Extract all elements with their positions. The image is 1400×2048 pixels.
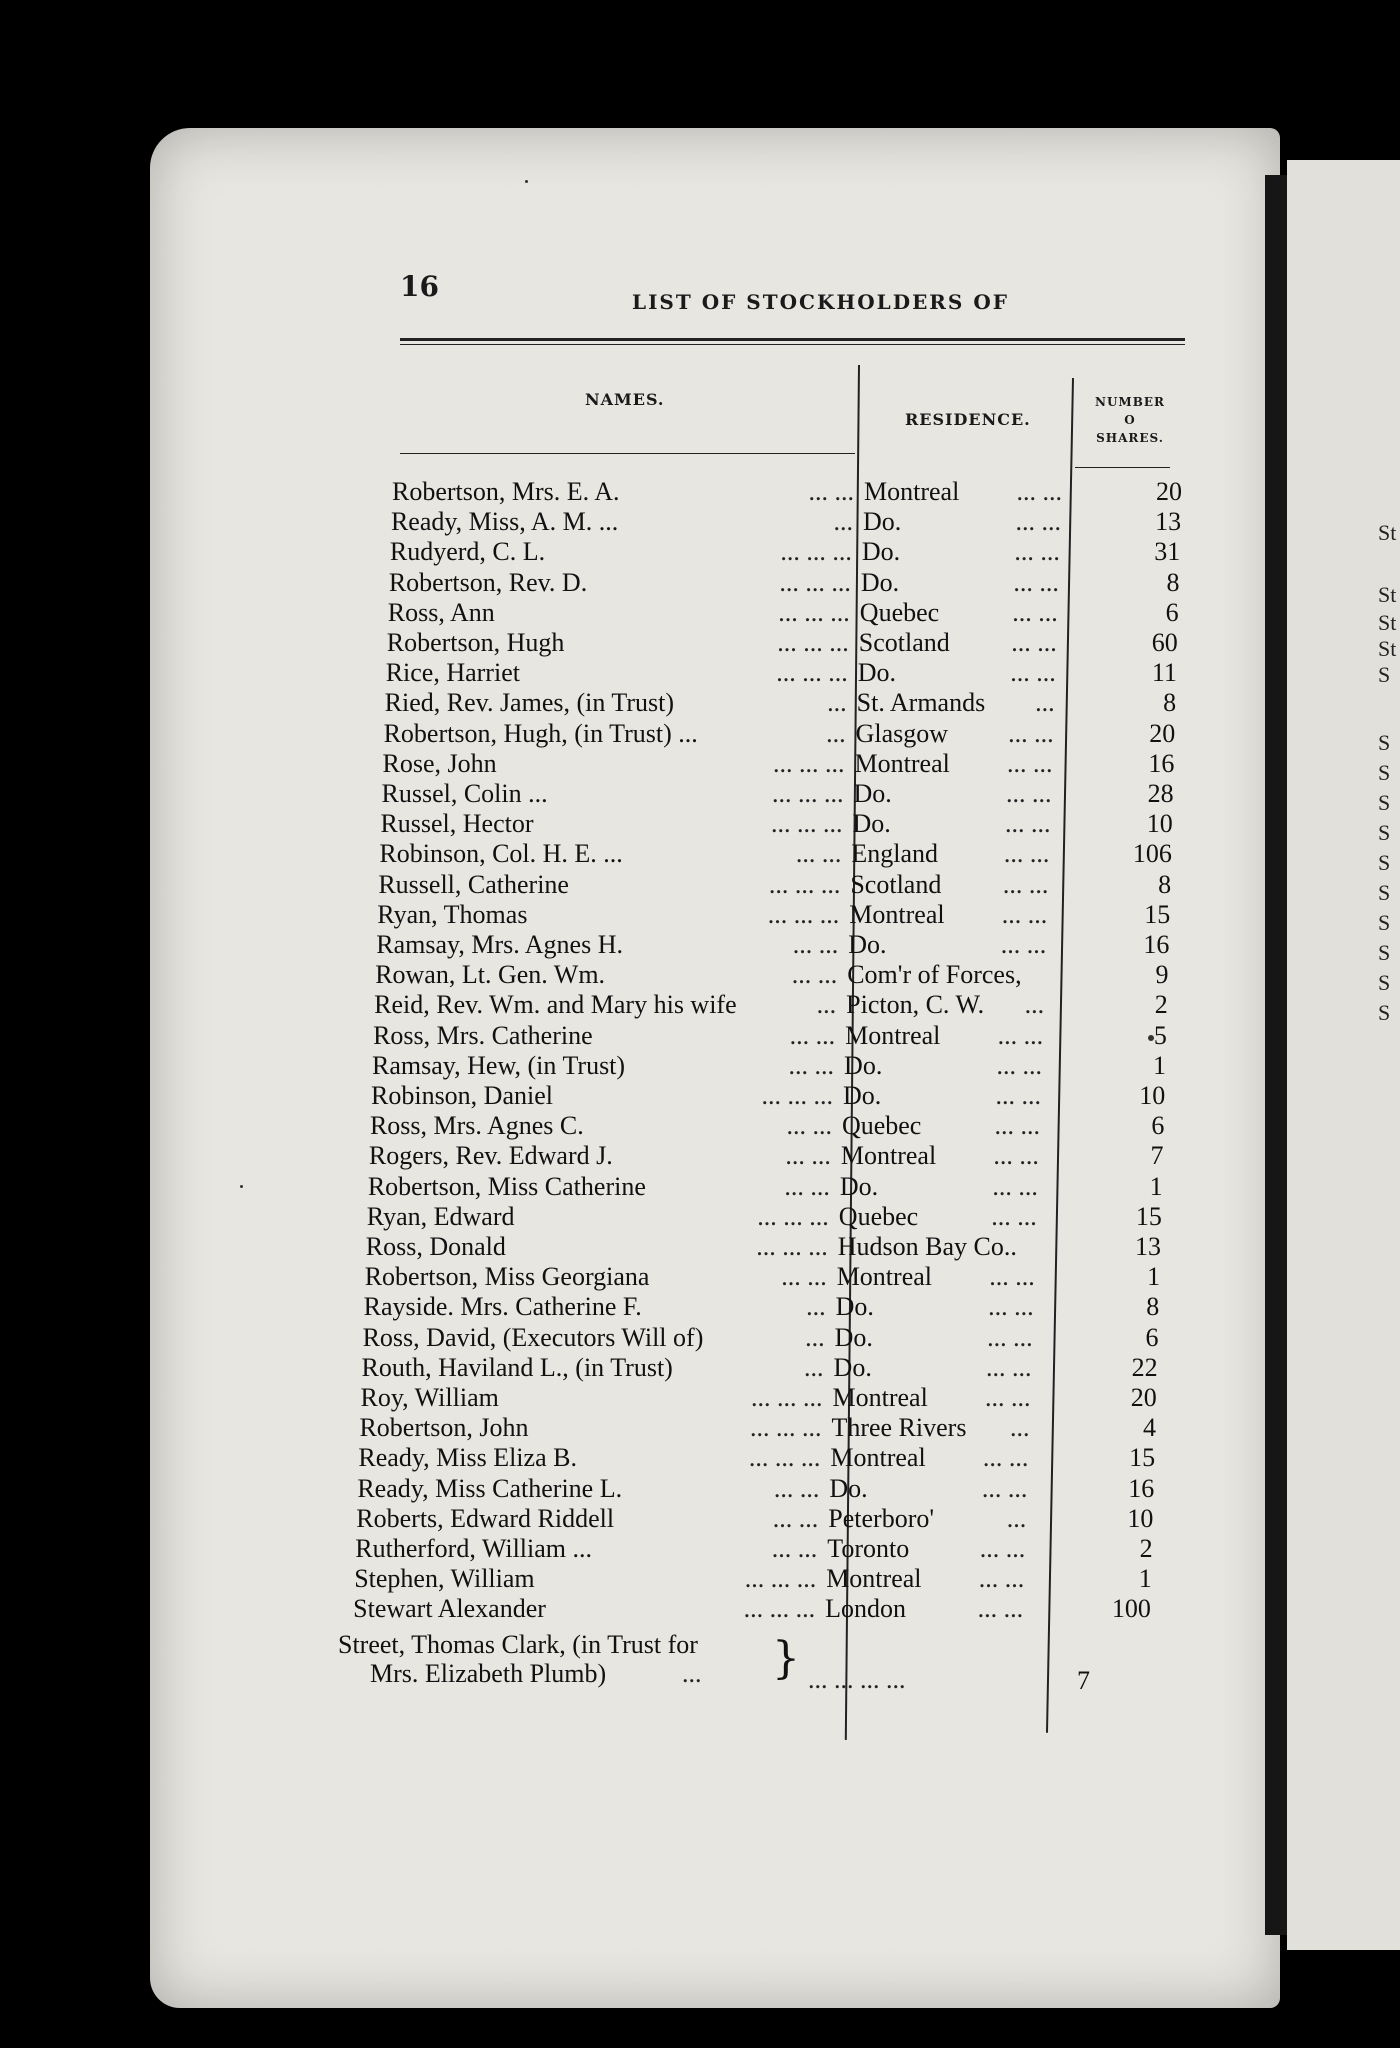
- shares-header-line3: SHARES.: [1096, 431, 1164, 445]
- leader-dots: ...: [804, 1352, 824, 1382]
- shares-count: 1: [1147, 1262, 1161, 1292]
- leader-dots: ... ... ...: [777, 628, 849, 657]
- table-row: [391, 507, 1181, 537]
- table-row: [384, 719, 1174, 749]
- shares-count: 8: [1166, 567, 1180, 597]
- shares-count: 60: [1151, 628, 1178, 657]
- table-row: [362, 1322, 1159, 1353]
- residence: England: [851, 839, 939, 869]
- shares-count: 7: [1150, 1141, 1164, 1171]
- stockholder-name: Rogers, Rev. Edward J.: [368, 1141, 613, 1171]
- residence: Montreal: [836, 1262, 932, 1292]
- leader-dots: ... ...: [1008, 718, 1054, 748]
- ink-speck: [1148, 1035, 1154, 1041]
- table-row: [386, 658, 1176, 688]
- leader-dots: ...: [816, 990, 837, 1020]
- leader-dots: ... ...: [1011, 628, 1057, 657]
- facing-page-letter: S: [1378, 880, 1391, 905]
- leader-dots: ...: [806, 1292, 826, 1322]
- leader-dots: ... ...: [1013, 567, 1059, 597]
- stockholder-name: Robinson, Daniel: [371, 1081, 553, 1110]
- table-row: [360, 1383, 1157, 1413]
- leader-dots: ... ... ...: [756, 1232, 828, 1261]
- residence: Do.: [853, 779, 892, 808]
- residence: Montreal: [826, 1564, 922, 1594]
- stockholder-name: Robertson, John: [359, 1413, 529, 1443]
- shares-header-line2: O: [1124, 413, 1136, 427]
- residence: Do.: [860, 567, 900, 597]
- residence: Montreal: [854, 748, 950, 778]
- leader-dots: ... ... ... ...: [808, 1665, 906, 1694]
- shares-count: 100: [1111, 1594, 1151, 1624]
- stockholder-name: Robertson, Hugh: [386, 628, 565, 657]
- table-row: [355, 1534, 1153, 1564]
- residence: Montreal: [864, 477, 960, 506]
- stockholder-name: Ross, Mrs. Catherine: [373, 1020, 593, 1050]
- leader-dots: ... ...: [1014, 537, 1060, 567]
- facing-page-letter: S: [1378, 910, 1391, 935]
- shares-count: 6: [1151, 1111, 1165, 1141]
- shares-count: 15: [1135, 1201, 1162, 1231]
- shares-count: 22: [1131, 1352, 1158, 1382]
- facing-page-letter: S: [1378, 1000, 1391, 1025]
- leader-dots: ... ...: [978, 1564, 1025, 1594]
- leader-dots: ... ...: [1016, 477, 1062, 506]
- ink-speck: [525, 180, 528, 183]
- stockholder-name: Roy, William: [360, 1383, 499, 1412]
- residence: Quebec: [859, 597, 940, 627]
- leader-dots: ... ...: [994, 1111, 1040, 1141]
- shares-header-line1: NUMBER: [1095, 395, 1165, 409]
- shares-count: 13: [1155, 507, 1182, 537]
- leader-dots: ...: [1006, 1503, 1027, 1533]
- residence: Do.: [835, 1292, 874, 1322]
- table-row: [361, 1352, 1158, 1383]
- leader-dots: ... ...: [985, 1383, 1031, 1412]
- facing-page-letter: S: [1378, 790, 1391, 815]
- table-row: [382, 779, 1172, 809]
- residence: Scotland: [850, 869, 942, 899]
- facing-page-letter: S: [1378, 970, 1391, 995]
- table-row: [380, 809, 1173, 839]
- table-row: [365, 1232, 1161, 1262]
- stockholder-name: Ross, David, (Executors Will of): [362, 1322, 704, 1352]
- residence: Quebec: [838, 1201, 919, 1231]
- stockholder-name: Reid, Rev. Wm. and Mary his wife: [374, 990, 737, 1020]
- table-row: [363, 1292, 1160, 1322]
- residence: Do.: [829, 1473, 868, 1503]
- leader-dots: ... ...: [996, 1050, 1043, 1080]
- leader-dots: ... ... ...: [743, 1594, 816, 1624]
- leader-dots: ... ...: [784, 1171, 830, 1201]
- shares-count: 2: [1154, 990, 1168, 1020]
- shares-count: 1: [1138, 1564, 1152, 1594]
- table-row: [368, 1141, 1164, 1171]
- leader-dots: ... ...: [993, 1141, 1039, 1171]
- stockholder-name: Rutherford, William ...: [355, 1534, 593, 1563]
- page-number: 16: [400, 270, 439, 303]
- residence: Do.: [862, 507, 902, 537]
- shares-count: 8: [1146, 1292, 1160, 1322]
- shares-count: 1: [1149, 1171, 1163, 1201]
- leader-dots: ...: [1009, 1413, 1030, 1443]
- leader-dots: ... ...: [982, 1443, 1029, 1473]
- residence: St. Armands: [856, 688, 986, 718]
- residence: Do.: [839, 1171, 879, 1201]
- stockholder-name: Ried, Rev. James, (in Trust): [384, 688, 675, 718]
- residence: Quebec: [841, 1111, 922, 1141]
- leader-dots: ... ... ...: [744, 1564, 817, 1594]
- residence: Montreal: [849, 899, 945, 929]
- residence-column-header: RESIDENCE.: [905, 410, 1031, 429]
- leader-dots: ... ...: [1007, 748, 1053, 778]
- residence: Do.: [834, 1322, 873, 1352]
- stockholder-name: Rudyerd, C. L.: [389, 537, 546, 567]
- shares-count: 20: [1130, 1383, 1157, 1412]
- shares-count: 10: [1127, 1503, 1154, 1533]
- stockholder-name: Street, Thomas Clark, (in Trust for: [338, 1630, 698, 1659]
- leader-dots: ... ... ...: [772, 779, 844, 808]
- stockholder-name: Ready, Miss Eliza B.: [358, 1443, 577, 1473]
- leader-dots: ... ...: [991, 1201, 1037, 1231]
- leader-dots: ... ...: [788, 1050, 835, 1080]
- stockholder-name: Rice, Harriet: [385, 658, 520, 688]
- leader-dots: ... ...: [772, 1503, 819, 1533]
- facing-page-letter: S: [1378, 730, 1391, 755]
- table-row: [369, 1111, 1165, 1141]
- leader-dots: ... ...: [986, 1352, 1032, 1382]
- leader-dots: ... ...: [786, 1111, 832, 1141]
- residence: Peterboro': [828, 1503, 935, 1533]
- residence: Do.: [852, 809, 891, 839]
- stockholder-name: Ryan, Thomas: [377, 899, 528, 929]
- table-row: [385, 688, 1175, 718]
- residence: Toronto: [827, 1534, 910, 1563]
- shares-count: 20: [1156, 477, 1182, 506]
- leader-dots: ... ...: [1012, 597, 1058, 627]
- leader-dots: ...: [833, 507, 853, 537]
- facing-page-letter: St: [1378, 610, 1397, 635]
- leader-dots: ...: [826, 718, 846, 748]
- leader-dots: ... ...: [1010, 658, 1056, 688]
- residence: Scotland: [858, 628, 950, 657]
- leader-dots: ... ...: [1004, 809, 1051, 839]
- leader-dots: ...: [682, 1659, 702, 1688]
- table-row: [392, 477, 1182, 507]
- leader-dots: ... ...: [992, 1171, 1038, 1201]
- stockholder-name: Stephen, William: [354, 1564, 535, 1594]
- table-row: [358, 1443, 1156, 1473]
- residence: Com'r of Forces,: [847, 960, 1022, 990]
- table-row: [375, 960, 1169, 990]
- residence: Montreal: [840, 1141, 937, 1171]
- leader-dots: ...: [1024, 990, 1045, 1020]
- leader-dots: ...: [827, 688, 847, 718]
- leader-dots: ... ...: [1002, 869, 1049, 899]
- ink-speck: [240, 1185, 243, 1188]
- facing-page-letter: St: [1378, 636, 1397, 661]
- shares-count: 31: [1154, 537, 1181, 567]
- leader-dots: ... ... ...: [780, 537, 852, 567]
- stockholder-name: Robertson, Rev. D.: [388, 567, 588, 597]
- table-row: [371, 1081, 1166, 1111]
- stockholder-name: Roberts, Edward Riddell: [356, 1503, 615, 1533]
- facing-page-letter: S: [1378, 662, 1391, 687]
- leader-dots: ... ... ...: [779, 567, 851, 597]
- shares-count: 1: [1153, 1050, 1167, 1080]
- table-row: [388, 598, 1178, 628]
- running-head: LIST OF STOCKHOLDERS OF: [632, 290, 1009, 314]
- residence: Do.: [857, 658, 896, 688]
- leader-dots: ... ... ...: [778, 597, 850, 627]
- leader-dots: ... ...: [1015, 507, 1061, 537]
- table-row: [357, 1473, 1155, 1504]
- table-row: [367, 1171, 1163, 1202]
- leader-dots: ... ...: [789, 1020, 836, 1050]
- leader-dots: ... ... ...: [768, 869, 841, 899]
- stockholder-name: Ramsay, Hew, (in Trust): [372, 1050, 626, 1080]
- stockholder-name: Rayside. Mrs. Catherine F.: [363, 1292, 642, 1322]
- shares-count: 5: [1153, 1020, 1167, 1050]
- shares-count: 16: [1128, 1473, 1155, 1503]
- table-row: [364, 1262, 1161, 1292]
- stockholder-name: Russel, Hector: [380, 809, 534, 839]
- facing-page-letter: S: [1378, 850, 1391, 875]
- table-row: [354, 1564, 1152, 1594]
- table-row: [383, 749, 1173, 779]
- stockholder-name: Ramsay, Mrs. Agnes H.: [376, 930, 623, 959]
- table-row: [372, 1050, 1167, 1081]
- shares-count: 16: [1143, 930, 1170, 959]
- shares-count: 106: [1132, 839, 1172, 869]
- table-row: [373, 1020, 1167, 1051]
- stockholder-name: Stewart Alexander: [353, 1594, 546, 1624]
- shares-count: 15: [1144, 899, 1171, 929]
- stockholder-name: Mrs. Elizabeth Plumb): [370, 1659, 607, 1688]
- stockholder-name: Ross, Donald: [365, 1232, 506, 1261]
- residence: Montreal: [845, 1020, 941, 1050]
- stockholder-name: Rowan, Lt. Gen. Wm.: [375, 960, 606, 990]
- table-row: [378, 869, 1172, 900]
- stockholder-name: Robinson, Col. H. E. ...: [379, 839, 623, 869]
- table-row: [366, 1201, 1162, 1232]
- leader-dots: ... ...: [995, 1081, 1041, 1110]
- stockholder-name: Ready, Miss, A. M. ...: [390, 507, 619, 537]
- shares-count: 13: [1135, 1232, 1161, 1261]
- residence: Montreal: [832, 1383, 928, 1412]
- table-row: [390, 537, 1180, 567]
- table-row: [387, 628, 1177, 658]
- leader-dots: ...: [1035, 688, 1055, 718]
- stockholder-name: Ross, Mrs. Agnes C.: [369, 1111, 584, 1141]
- residence: Do.: [861, 537, 901, 567]
- stockholder-name: Robertson, Miss Catherine: [367, 1171, 646, 1201]
- leader-dots: ... ...: [987, 1322, 1033, 1352]
- residence: Hudson Bay Co..: [837, 1232, 1017, 1261]
- leader-dots: ... ...: [989, 1262, 1035, 1292]
- stockholder-name: Ryan, Edward: [366, 1201, 515, 1231]
- leader-dots: ... ... ...: [761, 1081, 833, 1110]
- shares-count: 28: [1147, 779, 1174, 808]
- leader-dots: ... ...: [808, 477, 854, 506]
- table-row: [356, 1503, 1154, 1534]
- facing-page-letter: S: [1378, 940, 1391, 965]
- leader-dots: ... ... ...: [749, 1413, 822, 1443]
- leader-dots: ... ...: [1006, 779, 1052, 808]
- leader-dots: ... ...: [773, 1473, 820, 1503]
- shares-count: 16: [1148, 748, 1175, 778]
- facing-page-letter: S: [1378, 760, 1391, 785]
- shares-count: 15: [1129, 1443, 1156, 1473]
- leader-dots: ... ...: [795, 839, 842, 869]
- stockholder-name: Russel, Colin ...: [381, 779, 548, 808]
- leader-dots: ... ...: [1001, 899, 1048, 929]
- stockholder-name: Russell, Catherine: [378, 869, 569, 899]
- shares-count: 10: [1139, 1081, 1166, 1110]
- leader-dots: ... ... ...: [751, 1383, 823, 1412]
- residence: Do.: [843, 1081, 882, 1110]
- residence: London: [825, 1594, 907, 1624]
- residence: Picton, C. W.: [846, 990, 985, 1020]
- shares-count: 20: [1149, 718, 1176, 748]
- residence: Montreal: [830, 1443, 926, 1473]
- leader-dots: ... ...: [977, 1594, 1024, 1624]
- leader-dots: ... ...: [781, 1262, 827, 1292]
- leader-dots: ... ... ...: [773, 748, 845, 778]
- table-row: [379, 839, 1172, 869]
- leader-dots: ... ...: [792, 930, 839, 959]
- stockholder-name: Robertson, Mrs. E. A.: [392, 477, 620, 506]
- leader-dots: ... ...: [979, 1534, 1026, 1563]
- table-row: [359, 1413, 1156, 1443]
- facing-page-letter: S: [1378, 820, 1391, 845]
- leader-dots: ... ... ...: [776, 658, 848, 688]
- residence: Do.: [844, 1050, 883, 1080]
- stockholder-name: Robertson, Hugh, (in Trust) ...: [383, 718, 698, 748]
- stockholder-name: Rose, John: [382, 748, 497, 778]
- residence: Three Rivers: [831, 1413, 967, 1443]
- shares-count: 6: [1165, 597, 1179, 627]
- shares-count: 8: [1158, 869, 1172, 899]
- shares-count: 9: [1155, 960, 1169, 990]
- shares-count: 11: [1151, 658, 1177, 688]
- stockholder-name: Ross, Ann: [387, 597, 495, 627]
- table-row: [389, 568, 1179, 598]
- leader-dots: ... ... ...: [767, 899, 840, 929]
- table-row: [374, 990, 1168, 1020]
- leader-dots: ... ...: [771, 1534, 818, 1563]
- table-row: [353, 1594, 1151, 1624]
- leader-dots: ...: [805, 1322, 825, 1352]
- leader-dots: ... ...: [1003, 839, 1050, 869]
- stockholder-name: Ready, Miss Catherine L.: [357, 1473, 623, 1503]
- leader-dots: ... ...: [1000, 930, 1047, 959]
- residence: Do.: [848, 930, 887, 959]
- shares-count: 8: [1163, 688, 1177, 718]
- facing-page-letter: St: [1378, 582, 1397, 607]
- shares-count: 7: [1077, 1666, 1090, 1695]
- leader-dots: ... ...: [791, 960, 838, 990]
- leader-dots: ... ...: [785, 1141, 831, 1171]
- shares-count: 6: [1145, 1322, 1159, 1352]
- names-column-header: NAMES.: [585, 390, 665, 409]
- shares-count: 10: [1146, 809, 1173, 839]
- grouping-brace: }: [772, 1633, 800, 1684]
- leader-dots: ... ...: [997, 1020, 1044, 1050]
- leader-dots: ... ... ...: [748, 1443, 821, 1473]
- residence: Do.: [833, 1352, 872, 1382]
- facing-page-letter: St: [1378, 520, 1397, 545]
- table-row: [377, 899, 1171, 930]
- residence: Glasgow: [855, 718, 949, 748]
- table-row: [376, 930, 1170, 960]
- leader-dots: ... ... ...: [757, 1201, 829, 1231]
- shares-count: 2: [1139, 1534, 1153, 1563]
- leader-dots: ... ...: [988, 1292, 1034, 1322]
- stockholder-name: Robertson, Miss Georgiana: [364, 1262, 650, 1292]
- stockholder-name: Routh, Haviland L., (in Trust): [361, 1352, 673, 1382]
- leader-dots: ... ... ...: [770, 809, 843, 839]
- leader-dots: ... ...: [981, 1473, 1028, 1503]
- shares-count: 4: [1142, 1413, 1156, 1443]
